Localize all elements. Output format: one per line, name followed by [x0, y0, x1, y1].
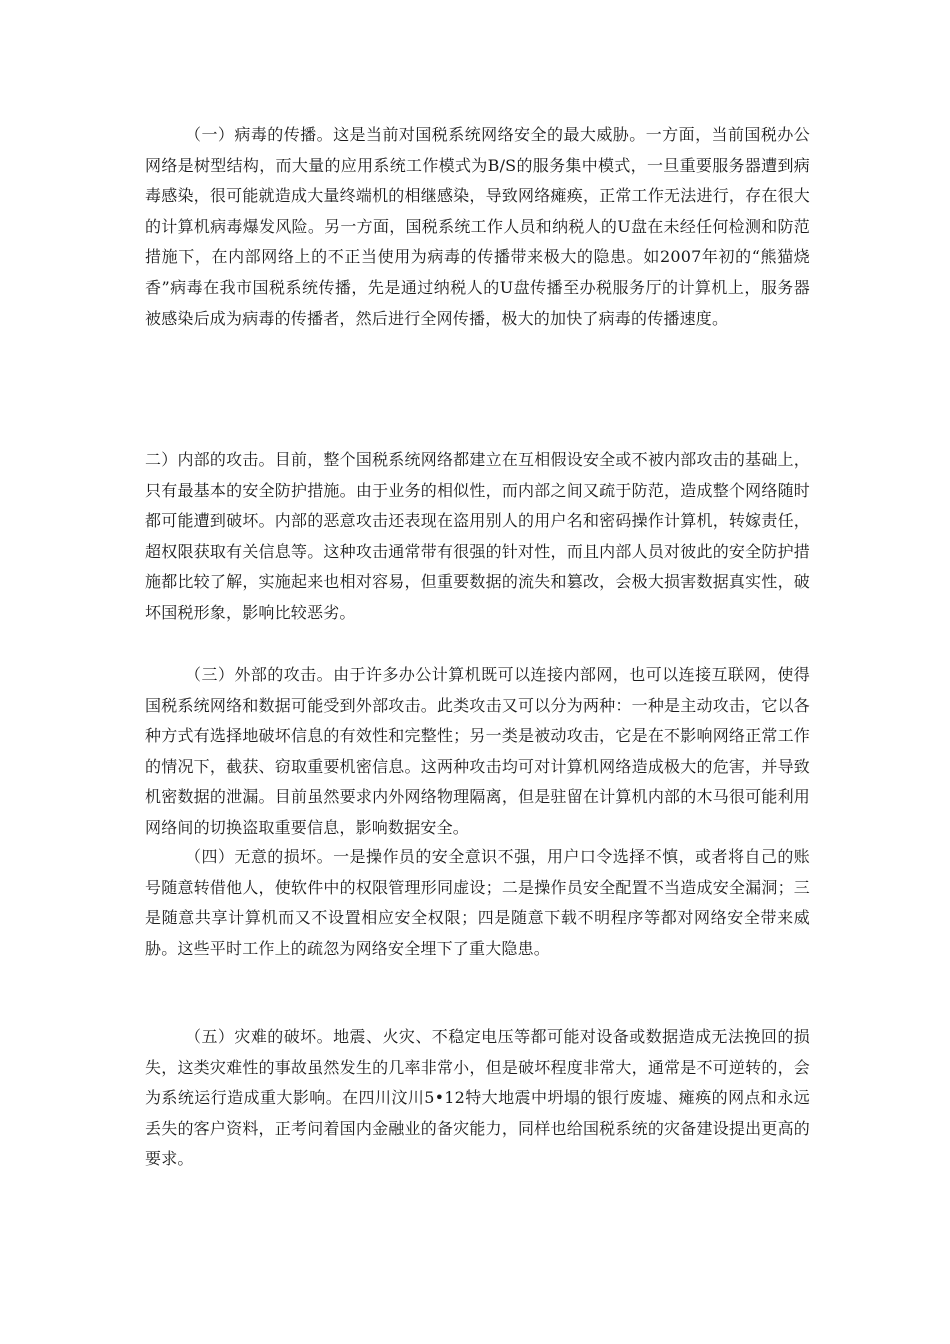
paragraph-internal-attack: 二）内部的攻击。目前，整个国税系统网络都建立在互相假设安全或不被内部攻击的基础上，只有最基本的安全防护措施。由于业务的相似性，而内部之间又疏于防范，造成整个网络随时都可能遭到破坏。内部的恶意攻击还表现在盗用别人的用户名和密码操作计算机，转嫁责任，超权限获取有关信息等。这种攻击通常带有很强的针对性，而且内部人员对彼此的安全防护措施都比较了解，实施起来也相对容易，但重要数据的流失和篡改，会极大损害数据真实性，破坏国税形象，影响比较恶劣。	[145, 450, 810, 622]
paragraph-external-attack: （三）外部的攻击。由于许多办公计算机既可以连接内部网，也可以连接互联网，使得国税系统网络和数据可能受到外部攻击。此类攻击又可以分为两种：一种是主动攻击，它以各种方式有选择地破坏信息的有效性和完整性；另一类是被动攻击，它是在不影响网络正常工作的情况下，截获、窃取重要机密信息。这两种攻击均可对计算机网络造成极大的危害，并导致机密数据的泄漏。目前虽然要求内外网络物理隔离，但是驻留在计算机内部的木马很可能利用网络间的切换盗取重要信息，影响数据安全。	[145, 665, 810, 837]
paragraph-accidental-damage: （四）无意的损坏。一是操作员的安全意识不强，用户口令选择不慎，或者将自己的账号随意转借他人，使软件中的权限管理形同虚设；二是操作员安全配置不当造成安全漏洞；三是随意共享计算机而又不设置相应安全权限；四是随意下载不明程序等都对网络安全带来威胁。这些平时工作上的疏忽为网络安全埋下了重大隐患。	[145, 847, 810, 958]
paragraph-disaster-damage: （五）灾难的破坏。地震、火灾、不稳定电压等都可能对设备或数据造成无法挽回的损失，这类灾难性的事故虽然发生的几率非常小，但是破坏程度非常大，通常是不可逆转的，会为系统运行造成重大影响。在四川汶川5•12特大地震中坍塌的银行废墟、瘫痪的网点和永远丢失的客户资料，正考问着国内金融业的备灾能力，同样也给国税系统的灾备建设提出更高的要求。	[145, 1027, 810, 1169]
paragraph-virus-spread: （一）病毒的传播。这是当前对国税系统网络安全的最大威胁。一方面，当前国税办公网络是树型结构，而大量的应用系统工作模式为B/S的服务集中模式，一旦重要服务器遭到病毒感染，很可能就造成大量终端机的相继感染，导致网络瘫痪，正常工作无法进行，存在很大的计算机病毒爆发风险。另一方面，国税系统工作人员和纳税人的U盘在未经任何检测和防范措施下，在内部网络上的不正当使用为病毒的传播带来极大的隐患。如2007年初的“熊猫烧香”病毒在我市国税系统传播，先是通过纳税人的U盘传播至办税服务厅的计算机上，服务器被感染后成为病毒的传播者，然后进行全网传播，极大的加快了病毒的传播速度。	[145, 125, 810, 328]
